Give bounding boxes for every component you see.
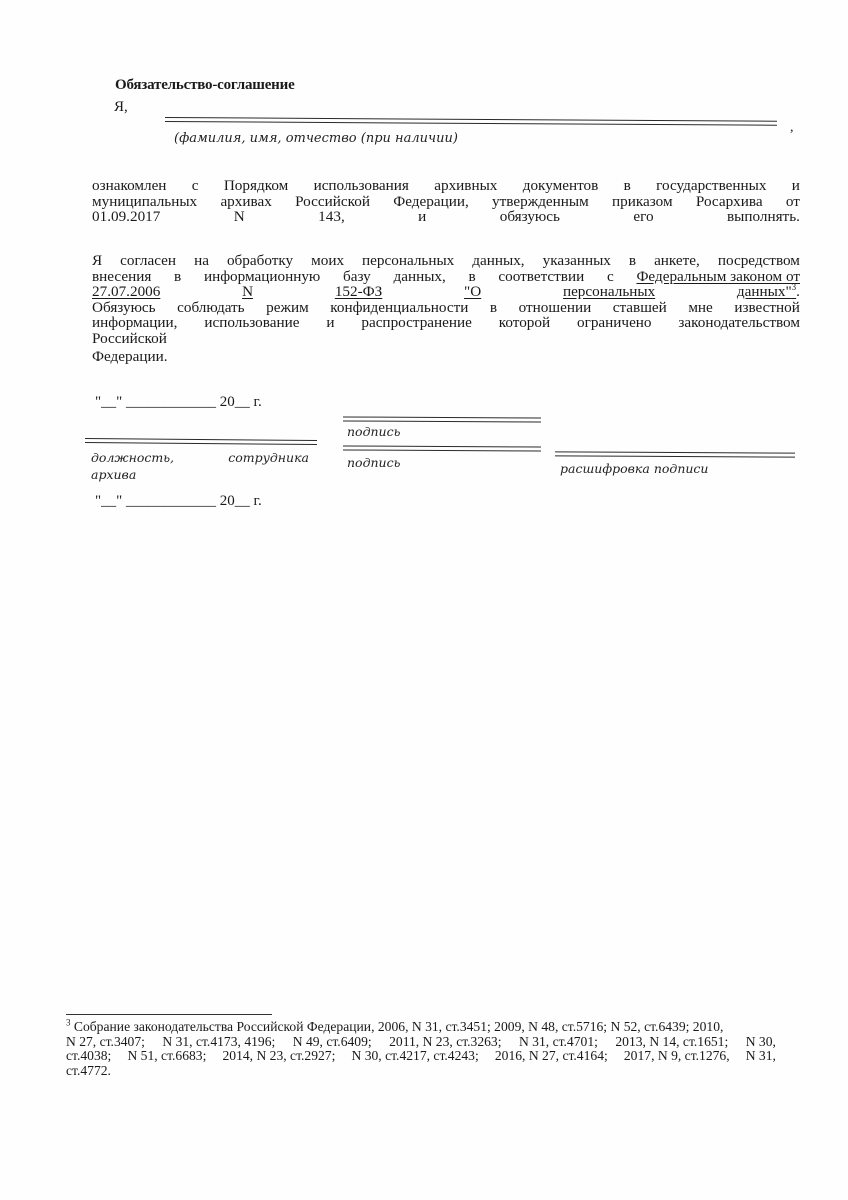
footnote-ref[interactable]: 3: [791, 281, 797, 292]
word: информации,: [92, 314, 178, 331]
signature-caption-top: подпись: [347, 424, 401, 439]
footnote-line1: [66, 1017, 776, 1035]
footnote: [66, 1017, 776, 1078]
document-title: Обязательство-соглашение: [115, 77, 295, 93]
word: 2014, N 23, ст.2927;: [222, 1048, 336, 1063]
word: базу: [343, 267, 371, 285]
word: N 30,: [745, 1033, 776, 1049]
word: указанных: [542, 252, 611, 269]
word: муниципальных: [92, 192, 198, 210]
footnote-line2: [66, 1035, 776, 1050]
word: моих: [311, 252, 345, 269]
word: соответствии: [498, 267, 585, 285]
word: анкете,: [654, 252, 700, 269]
footnote-marker: 3: [66, 1017, 71, 1028]
decoding-caption: расшифровка подписи: [560, 461, 709, 476]
word: данных,: [393, 267, 446, 285]
word: соблюдать: [177, 298, 245, 316]
date-line-archive[interactable]: "__" ____________ 20__ г.: [95, 493, 262, 509]
word: ст.4038;: [66, 1048, 112, 1063]
word: отношении: [518, 298, 592, 316]
word: N 27, ст.3407;: [66, 1033, 145, 1049]
word: ставшей: [612, 298, 667, 316]
word: и: [326, 314, 335, 331]
para2-line5: [92, 315, 800, 331]
word: обработку: [226, 252, 294, 269]
word: обязуюсь: [499, 208, 560, 225]
para2-line3: [92, 281, 800, 300]
word: в: [174, 267, 182, 285]
word: с: [606, 267, 614, 285]
word: Федерации,: [393, 192, 469, 210]
word: N: [233, 208, 245, 225]
word: ознакомлен: [92, 177, 167, 194]
word: выполнять.: [726, 208, 800, 225]
word: архивах: [220, 192, 272, 210]
word: и: [791, 177, 800, 194]
para2-line7: Федерации.: [92, 348, 168, 365]
word: информационную: [203, 267, 321, 285]
word: мне: [688, 298, 713, 316]
para1-line2: [92, 194, 800, 210]
word: данных"$^3$.: [736, 281, 800, 300]
para2-line4: [92, 300, 800, 316]
word: N 31,: [745, 1048, 776, 1063]
word: 2013, N 14, ст.1651;: [615, 1033, 729, 1049]
position-caption-word1: должность,: [91, 450, 175, 465]
signature-line-bottom[interactable]: [343, 445, 541, 451]
para1-line3: [92, 209, 800, 225]
para1-line1: [92, 178, 800, 194]
word: документов: [522, 177, 599, 194]
footnote-line3: [66, 1049, 776, 1064]
word: 2016, N 27, ст.4164;: [494, 1048, 608, 1063]
word: 143,: [318, 208, 345, 225]
word: персональных: [562, 283, 656, 300]
word: N: [242, 283, 254, 300]
word: распространение: [361, 314, 472, 331]
word: согласен: [120, 252, 177, 269]
word: "О: [464, 283, 482, 300]
word: использования: [313, 177, 409, 194]
para2-line1: [92, 253, 800, 269]
position-line[interactable]: [85, 438, 317, 445]
word: внесения: [92, 267, 152, 285]
period: .: [796, 283, 800, 300]
word: его: [633, 208, 654, 225]
word: N 30, ст.4217, ст.4243;: [351, 1048, 479, 1063]
word: 2011, N 23, ст.3263;: [389, 1033, 502, 1049]
position-caption-word2: сотрудника: [228, 450, 309, 465]
word: Российской: [295, 192, 370, 210]
date-line-employee[interactable]: "__" ____________ 20__ г.: [95, 394, 262, 410]
word: архивных: [434, 177, 498, 194]
word: приказом: [612, 192, 673, 210]
word: N 49, ст.6409;: [292, 1033, 372, 1049]
position-caption-archive: архива: [91, 467, 137, 482]
word: 27.07.2006: [92, 283, 161, 300]
signature-line-top[interactable]: [343, 416, 541, 422]
word: N 31, ст.4173, 4196;: [162, 1033, 276, 1049]
fio-caption: (фамилия, имя, отчество (при наличии): [174, 131, 458, 146]
word: Обязуюсь: [92, 298, 156, 316]
word: N 51, ст.6683;: [127, 1048, 207, 1063]
word: от: [785, 192, 800, 210]
word: в: [468, 267, 476, 285]
word: данных,: [472, 252, 525, 269]
word: с: [191, 177, 199, 194]
fio-comma: ,: [790, 120, 794, 135]
word: 152-ФЗ: [334, 283, 383, 300]
word: ограничено: [577, 314, 652, 331]
word: в: [628, 252, 637, 269]
footnote-line4: ст.4772.: [66, 1062, 111, 1078]
word: утвержденным: [492, 192, 589, 210]
word: известной: [734, 298, 800, 316]
decoding-line[interactable]: [555, 451, 795, 457]
footnote-line1-text: Собрание законодательства Российской Федерации, 2006, N 31, ст.3451; 2009, N 48, ст.5716; N 52, ст.6439; 2010,: [73, 1019, 724, 1034]
ya-label: Я,: [114, 99, 128, 115]
word: 2017, N 9, ст.1276,: [623, 1048, 730, 1063]
word: использование: [204, 314, 300, 331]
para2-line2: [92, 269, 800, 285]
word: N 31, ст.4701;: [518, 1033, 598, 1049]
word: конфиденциальности: [330, 298, 469, 316]
paragraph-acknowledgement: [92, 178, 800, 225]
word: 01.09.2017: [92, 208, 161, 225]
word: которой: [498, 314, 551, 331]
word: Росархива: [695, 192, 763, 210]
word: в: [623, 177, 631, 194]
word: государственных: [656, 177, 767, 194]
word: и: [418, 208, 427, 225]
word: в: [489, 298, 498, 316]
position-caption: [91, 450, 309, 465]
paragraph-consent: [92, 253, 800, 365]
signature-caption-bottom: подпись: [347, 455, 401, 470]
word: посредством: [717, 252, 800, 269]
footnote-separator: [66, 1014, 272, 1015]
word: персональных: [362, 252, 455, 269]
word: на: [194, 252, 209, 269]
para2-line6: Российской: [92, 329, 167, 347]
word: Порядком: [223, 177, 289, 194]
word: режим: [266, 298, 309, 316]
word: законодательством: [678, 314, 800, 331]
federal-law-link[interactable]: Федеральным законом от: [636, 267, 800, 285]
word: Я: [92, 252, 103, 269]
fio-field-line[interactable]: [165, 117, 777, 126]
